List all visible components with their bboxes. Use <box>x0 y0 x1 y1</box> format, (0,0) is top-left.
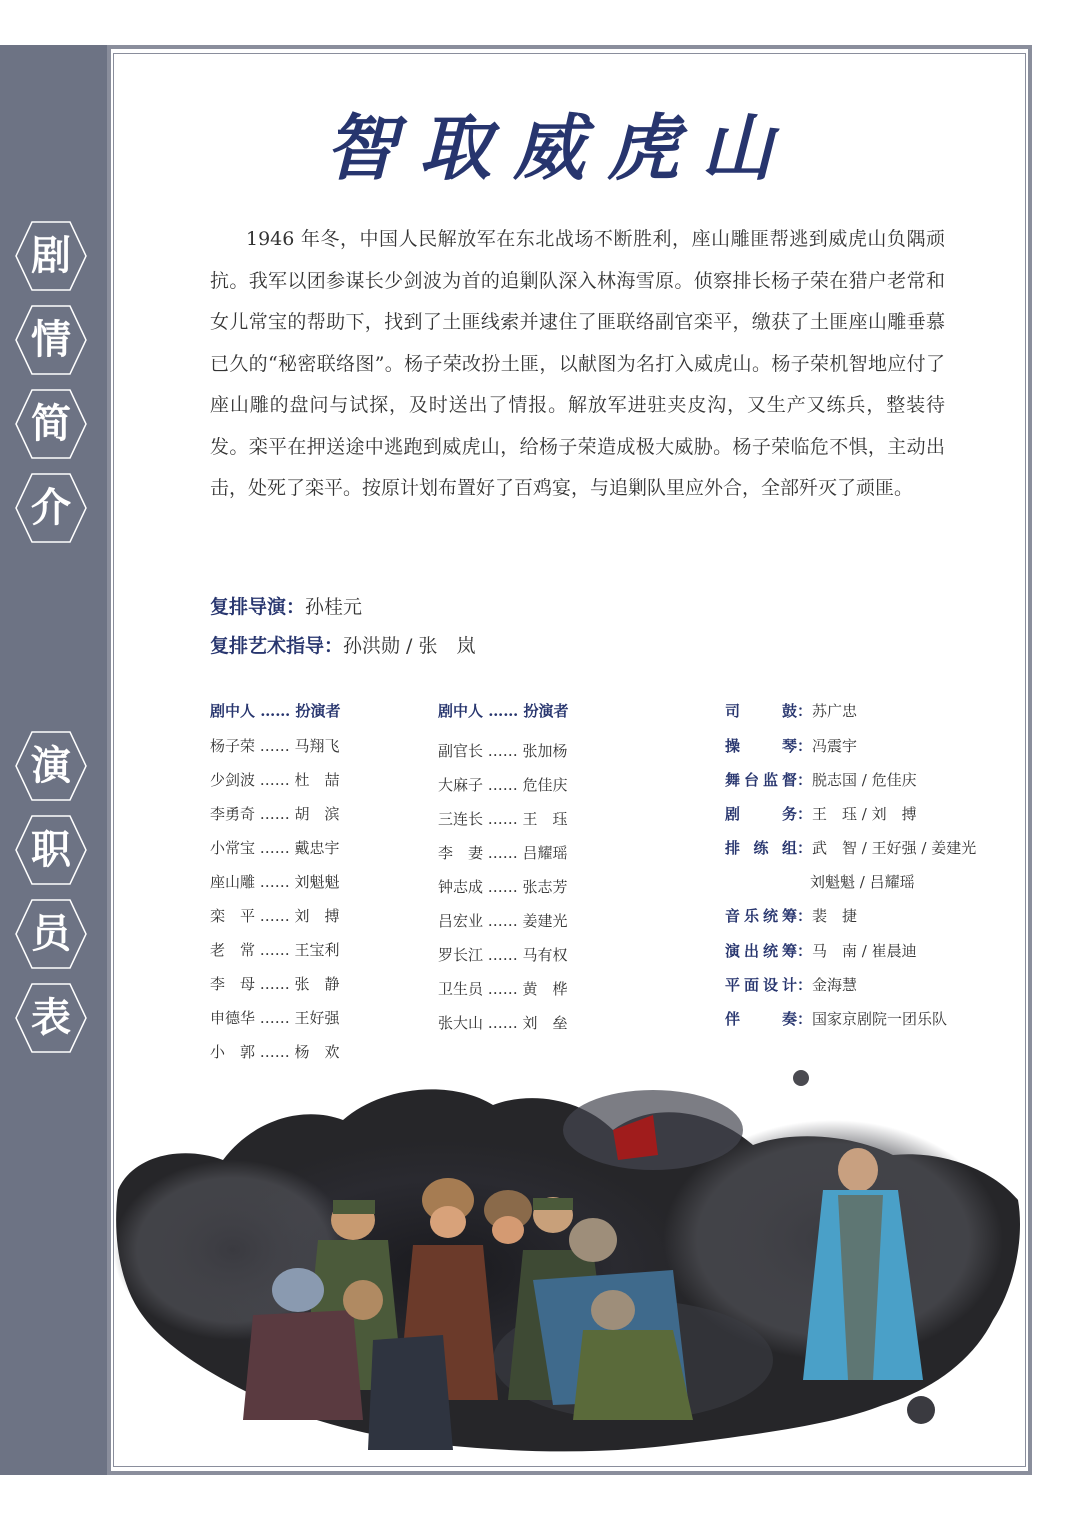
crew-item: 司鼓：苏广忠 <box>725 702 858 720</box>
crew-item: 平面设计：金海慧 <box>725 976 858 994</box>
list-item: 座山雕 …… 刘魁魁 <box>210 873 340 891</box>
list-item: 张大山 …… 刘 垒 <box>438 1014 568 1032</box>
list-item: 杨子荣 …… 马翔飞 <box>210 737 340 755</box>
art-director-credit <box>210 631 476 661</box>
crew-item-continued: 刘魁魁 / 吕耀瑶 <box>810 873 915 891</box>
crew-item: 伴奏：国家京剧院一团乐队 <box>725 1010 948 1028</box>
list-item: 少剑波 …… 杜 喆 <box>210 771 340 789</box>
list-item: 老 常 …… 王宝利 <box>210 941 340 959</box>
section-label-char: 介 <box>14 472 88 544</box>
cast-header: 剧中人 …… 扮演者 <box>210 702 341 720</box>
crew-item: 排练组：武 智 / 王好强 / 姜建光 <box>725 839 977 857</box>
art-director-label: 复排艺术指导： <box>210 635 344 657</box>
synopsis-paragraph: 1946 年冬，中国人民解放军在东北战场不断胜利，座山雕匪帮逃到威虎山负隅顽抗。我军以团参谋长少剑波为首的追剿队深入林海雪原。侦察排长杨子荣在猎户老常和女儿常宝的帮助下，找到了土匪线索并逮住了匪联络副官栾平，缴获了土匪座山雕垂慕已久的“秘密联络图”。杨子荣改扮土匪，以献图为名打入威虎山。杨子荣机智地应付了座山雕的盘问与试探，及时送出了情报。解放军进驻夹皮沟，又生产又练兵，整装待发。栾平在押送途中逃跑到威虎山，给杨子荣造成极大威胁。杨子荣临危不惧，主动出击，处死了栾平。按原计划布置好了百鸡宴，与追剿队里应外合，全部歼灭了顽匪。 <box>210 228 945 499</box>
list-item: 小 郭 …… 杨 欢 <box>210 1043 340 1061</box>
crew-item: 操琴：冯震宇 <box>725 737 858 755</box>
section-label-char: 简 <box>14 388 88 460</box>
director-name: 孙桂元 <box>305 596 363 618</box>
list-item: 申德华 …… 王好强 <box>210 1009 340 1027</box>
cast-list-left <box>210 700 410 1070</box>
cast-header: 剧中人 …… 扮演者 <box>438 702 569 720</box>
section-label-char: 职 <box>14 814 88 886</box>
list-item: 李 母 …… 张 静 <box>210 975 340 993</box>
list-item: 三连长 …… 王 珏 <box>438 810 568 828</box>
art-director-name: 孙洪勋 / 张 岚 <box>343 635 476 657</box>
list-item: 卫生员 …… 黄 桦 <box>438 980 568 998</box>
list-item: 栾 平 …… 刘 搏 <box>210 907 340 925</box>
section-label-char: 表 <box>14 982 88 1054</box>
section-label-char: 情 <box>14 304 88 376</box>
list-item: 钟志成 …… 张志芳 <box>438 878 568 896</box>
list-item: 大麻子 …… 危佳庆 <box>438 776 568 794</box>
list-item: 副官长 …… 张加杨 <box>438 742 568 760</box>
crew-item: 音乐统筹：裴 捷 <box>725 907 858 925</box>
crew-item: 舞台监督：脱志国 / 危佳庆 <box>725 771 917 789</box>
section-label-char: 员 <box>14 898 88 970</box>
director-label: 复排导演： <box>210 596 306 618</box>
list-item: 李勇奇 …… 胡 滨 <box>210 805 340 823</box>
section-label-char: 演 <box>14 730 88 802</box>
page-title: 智取威虎山 <box>324 105 795 190</box>
stage-photo-illustration <box>113 1060 1026 1460</box>
list-item: 吕宏业 …… 姜建光 <box>438 912 568 930</box>
list-item: 李 妻 …… 吕耀瑶 <box>438 844 568 862</box>
director-credit <box>210 592 362 622</box>
crew-item: 剧务：王 珏 / 刘 搏 <box>725 805 917 823</box>
cast-list-middle <box>438 700 638 1040</box>
list-item: 小常宝 …… 戴忠宇 <box>210 839 340 857</box>
section-label-char: 剧 <box>14 220 88 292</box>
crew-item: 演出统筹：马 南 / 崔晨迪 <box>725 942 917 960</box>
list-item: 罗长江 …… 马有权 <box>438 946 568 964</box>
